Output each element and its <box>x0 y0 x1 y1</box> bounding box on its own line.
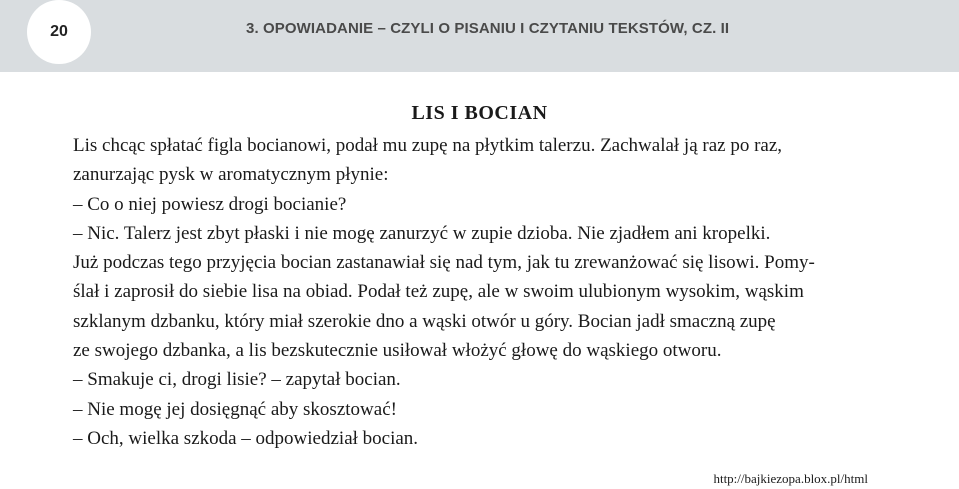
story-line: Już podczas tego przyjęcia bocian zastanawiał się nad tym, jak tu zrewanżować się lisowi. Pomy- <box>73 252 815 274</box>
story-line: Lis chcąc spłatać figla bocianowi, podał mu zupę na płytkim talerzu. Zachwalał ją raz po raz, <box>73 135 783 156</box>
story-line: ślał i zaprosił do siebie lisa na obiad. Podał też zupę, ale w swoim ulubionym wysokim, wąskim <box>73 281 804 303</box>
page-number-badge <box>27 0 91 64</box>
story-line: zanurzając pysk w aromatycznym płynie: <box>73 164 389 186</box>
story-title: LIS I BOCIAN <box>411 102 548 124</box>
running-header-title: 3. OPOWIADANIE – CZYLI O PISANIU I CZYTANIU TEKSTÓW, CZ. II <box>246 20 730 37</box>
story-line: ze swojego dzbanka, a lis bezskutecznie usiłował włożyć głowę do wąskiego otworu. <box>73 340 722 362</box>
story-line: szklanym dzbanku, który miał szerokie dno a wąski otwór u góry. Bocian jadł smaczną zupę <box>73 310 776 332</box>
story-body <box>73 131 873 453</box>
page-number: 20 <box>50 23 68 40</box>
story-line: – Nie mogę jej dosięgnąć aby skosztować! <box>73 398 397 420</box>
story-line: – Smakuje ci, drogi lisie? – zapytał bocian. <box>73 369 401 391</box>
story-line: – Co o niej powiesz drogi bocianie? <box>73 193 347 215</box>
story-line: – Och, wielka szkoda – odpowiedział bocian. <box>73 427 419 449</box>
story-line: – Nic. Talerz jest zbyt płaski i nie mogę zanurzyć w zupie dzioba. Nie zjadłem ani kropelki. <box>73 222 771 244</box>
source-url: http://bajkiezopa.blox.pl/html <box>713 471 868 486</box>
page-header-band <box>0 0 959 72</box>
